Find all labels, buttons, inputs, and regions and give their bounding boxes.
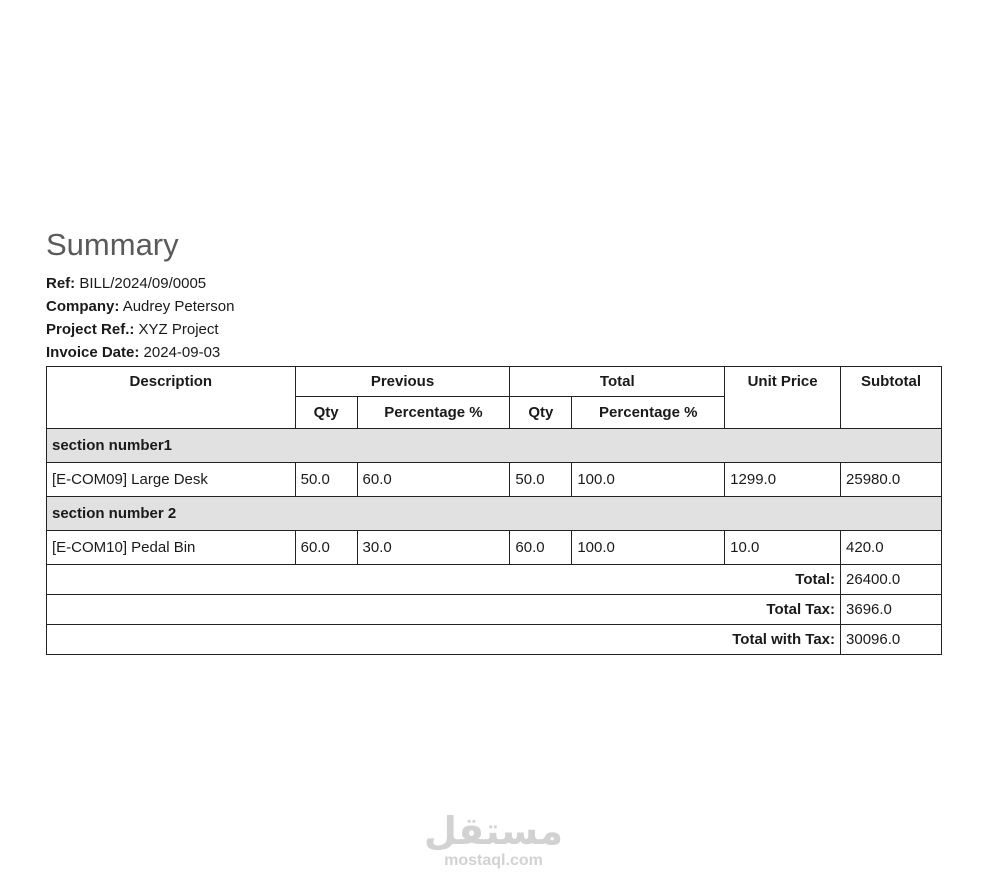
col-header-total: Total [510, 367, 725, 397]
total-with-tax-row [47, 625, 942, 655]
total-label: Total: [47, 565, 841, 595]
col-header-previous-percentage: Percentage % [357, 397, 510, 429]
col-header-total-qty: Qty [510, 397, 572, 429]
line-total-percentage: 100.0 [572, 531, 725, 565]
col-header-unit-price: Unit Price [725, 367, 841, 429]
total-row [47, 565, 942, 595]
col-header-previous-qty: Qty [295, 397, 357, 429]
watermark-logo: مستقل [424, 811, 563, 853]
meta-invoice-date [46, 341, 942, 364]
table-row [47, 531, 942, 565]
line-total-qty: 50.0 [510, 463, 572, 497]
line-description: [E-COM09] Large Desk [47, 463, 296, 497]
meta-project-label: Project Ref.: [46, 321, 135, 338]
watermark [0, 812, 987, 870]
line-unit-price: 1299.0 [725, 463, 841, 497]
meta-project [46, 318, 942, 341]
table-row [47, 463, 942, 497]
meta-company [46, 295, 942, 318]
total-with-tax-label: Total with Tax: [47, 625, 841, 655]
section-name: section number 2 [47, 497, 942, 531]
meta-invoice-date-value: 2024-09-03 [143, 344, 221, 361]
line-description: [E-COM10] Pedal Bin [47, 531, 296, 565]
col-header-subtotal: Subtotal [841, 367, 942, 429]
section-row [47, 429, 942, 463]
col-header-previous: Previous [295, 367, 510, 397]
col-header-total-percentage: Percentage % [572, 397, 725, 429]
total-tax-value: 3696.0 [841, 595, 942, 625]
meta-company-label: Company: [46, 298, 120, 315]
summary-table [46, 366, 942, 655]
col-header-description: Description [47, 367, 296, 429]
header-row [47, 367, 942, 397]
meta-ref [46, 272, 942, 295]
line-previous-qty: 50.0 [295, 463, 357, 497]
watermark-url: mostaql.com [444, 852, 543, 869]
summary-document [46, 226, 942, 655]
section-name: section number1 [47, 429, 942, 463]
line-previous-qty: 60.0 [295, 531, 357, 565]
meta-invoice-date-label: Invoice Date: [46, 344, 140, 361]
line-previous-percentage: 30.0 [357, 531, 510, 565]
page-title: Summary [46, 227, 179, 262]
total-with-tax-value: 30096.0 [841, 625, 942, 655]
line-previous-percentage: 60.0 [357, 463, 510, 497]
line-subtotal: 420.0 [841, 531, 942, 565]
meta-project-value: XYZ Project [138, 321, 219, 338]
line-total-percentage: 100.0 [572, 463, 725, 497]
meta-company-value: Audrey Peterson [122, 298, 235, 315]
total-value: 26400.0 [841, 565, 942, 595]
meta-ref-label: Ref: [46, 275, 76, 292]
total-tax-label: Total Tax: [47, 595, 841, 625]
line-total-qty: 60.0 [510, 531, 572, 565]
meta-block [46, 272, 942, 364]
meta-ref-value: BILL/2024/09/0005 [79, 275, 207, 292]
line-subtotal: 25980.0 [841, 463, 942, 497]
section-row [47, 497, 942, 531]
total-tax-row [47, 595, 942, 625]
line-unit-price: 10.0 [725, 531, 841, 565]
